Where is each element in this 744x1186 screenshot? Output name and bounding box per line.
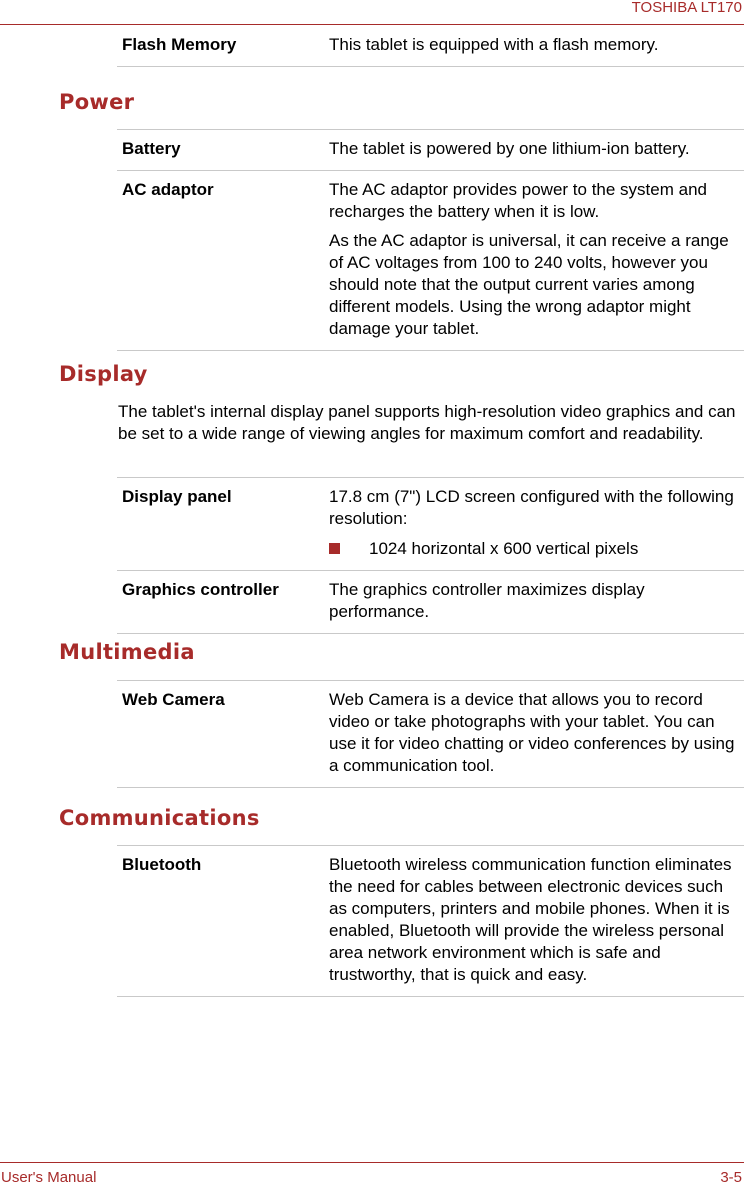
spec-term: Web Camera — [122, 690, 225, 709]
table-row — [117, 478, 744, 571]
spec-term: Battery — [122, 139, 181, 158]
spec-description-text: 17.8 cm (7") LCD screen configured with the following resolution: — [329, 487, 734, 528]
spec-term: AC adaptor — [122, 180, 214, 199]
manual-name: User's Manual — [1, 1169, 97, 1186]
spec-term: Bluetooth — [122, 855, 202, 874]
page-footer — [0, 1162, 744, 1184]
table-row — [117, 26, 744, 67]
spec-description — [329, 681, 744, 787]
table-row — [117, 846, 744, 997]
multimedia-table — [117, 680, 744, 788]
document-title: TOSHIBA LT170 — [631, 0, 742, 16]
bullet-text: 1024 horizontal x 600 vertical pixels — [369, 539, 639, 558]
communications-table — [117, 845, 744, 997]
section-heading-multimedia: Multimedia — [59, 640, 195, 664]
section-heading-power: Power — [59, 90, 135, 114]
spec-description — [329, 26, 744, 66]
square-bullet-icon — [329, 543, 340, 554]
spec-description-text: The AC adaptor provides power to the system and recharges the battery when it is low. — [329, 180, 707, 221]
section-heading-display: Display — [59, 362, 148, 386]
spec-description-text: The graphics controller maximizes display performance. — [329, 580, 645, 621]
power-table — [117, 129, 744, 351]
page-number: 3-5 — [720, 1169, 742, 1186]
spec-term: Flash Memory — [122, 35, 237, 54]
spec-description-text: Bluetooth wireless communication function eliminates the need for cables between electronic devices such as computers, printers and mobile phones. When it is enabled, Bluetooth will provide the wireless personal area network environment which is safe and trustworthy, that is quick and easy. — [329, 855, 732, 984]
table-row — [117, 130, 744, 171]
display-intro: The tablet's internal display panel supports high-resolution video graphics and can be set to a wide range of viewing angles for maximum comfort and readability. — [118, 402, 736, 443]
spec-description — [329, 846, 744, 996]
display-table — [117, 477, 744, 634]
table-row — [117, 681, 744, 788]
table-row — [117, 571, 744, 634]
spec-description — [329, 130, 744, 170]
spec-description — [329, 571, 744, 633]
spec-term: Display panel — [122, 487, 232, 506]
page-header — [0, 0, 744, 25]
spec-description-text: The tablet is powered by one lithium-ion battery. — [329, 139, 690, 158]
spec-description — [329, 478, 744, 570]
spec-description — [329, 171, 744, 350]
bullet-item — [329, 538, 744, 560]
spec-description-text: Web Camera is a device that allows you to record video or take photographs with your tablet. You can use it for video chatting or video conferences by using a communication tool. — [329, 690, 735, 775]
section-heading-communications: Communications — [59, 806, 260, 830]
spec-term: Graphics controller — [122, 580, 279, 599]
spec-description-text: As the AC adaptor is universal, it can receive a range of AC voltages from 100 to 240 volts, however you should note that the output current varies among different models. Using the wrong adaptor might damage your tablet. — [329, 231, 729, 338]
table-row — [117, 171, 744, 351]
storage-table — [117, 26, 744, 67]
spec-description-text: This tablet is equipped with a flash memory. — [329, 35, 659, 54]
